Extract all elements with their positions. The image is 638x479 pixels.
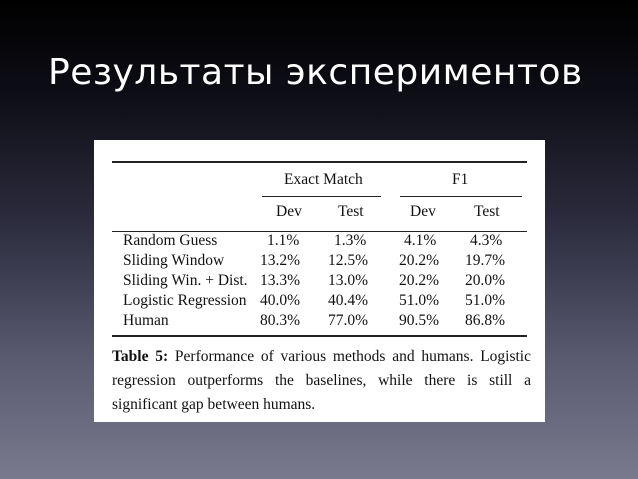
- em-dev-value: 80.3%: [260, 312, 301, 329]
- f1-test-value: 19.7%: [465, 252, 506, 269]
- slide-title: Результаты экспериментов: [48, 52, 583, 93]
- em-test-value: 13.0%: [328, 272, 369, 289]
- f1-test-value: 4.3%: [470, 232, 503, 249]
- f1-dev-value: 90.5%: [399, 312, 440, 329]
- method-name: Random Guess: [123, 232, 218, 249]
- table-caption: [112, 345, 531, 417]
- group-header-exact-match: Exact Match: [284, 171, 363, 188]
- subheader-dev-f1: Dev: [410, 203, 436, 220]
- subheader-dev-em: Dev: [276, 203, 302, 220]
- f1-underline: [400, 196, 522, 197]
- method-name: Human: [123, 312, 169, 329]
- f1-dev-value: 4.1%: [404, 232, 437, 249]
- em-dev-value: 40.0%: [260, 292, 301, 309]
- em-test-value: 40.4%: [328, 292, 369, 309]
- f1-test-value: 86.8%: [465, 312, 506, 329]
- method-name: Logistic Regression: [123, 292, 247, 309]
- subheader-test-em: Test: [338, 203, 364, 220]
- method-name: Sliding Win. + Dist.: [123, 272, 248, 289]
- em-dev-value: 13.3%: [260, 272, 301, 289]
- f1-dev-value: 51.0%: [399, 292, 440, 309]
- method-name: Sliding Window: [123, 252, 225, 269]
- em-test-value: 12.5%: [328, 252, 369, 269]
- em-test-value: 77.0%: [328, 312, 369, 329]
- group-header-f1: F1: [452, 171, 469, 188]
- table-bottom-rule: [112, 335, 527, 337]
- subheader-test-f1: Test: [474, 203, 500, 220]
- em-dev-value: 13.2%: [260, 252, 301, 269]
- caption-label: Table 5:: [112, 348, 169, 365]
- em-test-value: 1.3%: [334, 232, 367, 249]
- f1-dev-value: 20.2%: [399, 252, 440, 269]
- caption-text: Performance of various methods and humans. Logistic regression outperforms the baselines, while there is still a significant gap between humans.: [112, 348, 531, 413]
- exact-match-underline: [262, 196, 381, 197]
- em-dev-value: 1.1%: [267, 232, 300, 249]
- f1-test-value: 20.0%: [465, 272, 506, 289]
- f1-test-value: 51.0%: [465, 292, 506, 309]
- f1-dev-value: 20.2%: [399, 272, 440, 289]
- table-figure: [94, 140, 545, 422]
- table-top-rule: [112, 161, 527, 163]
